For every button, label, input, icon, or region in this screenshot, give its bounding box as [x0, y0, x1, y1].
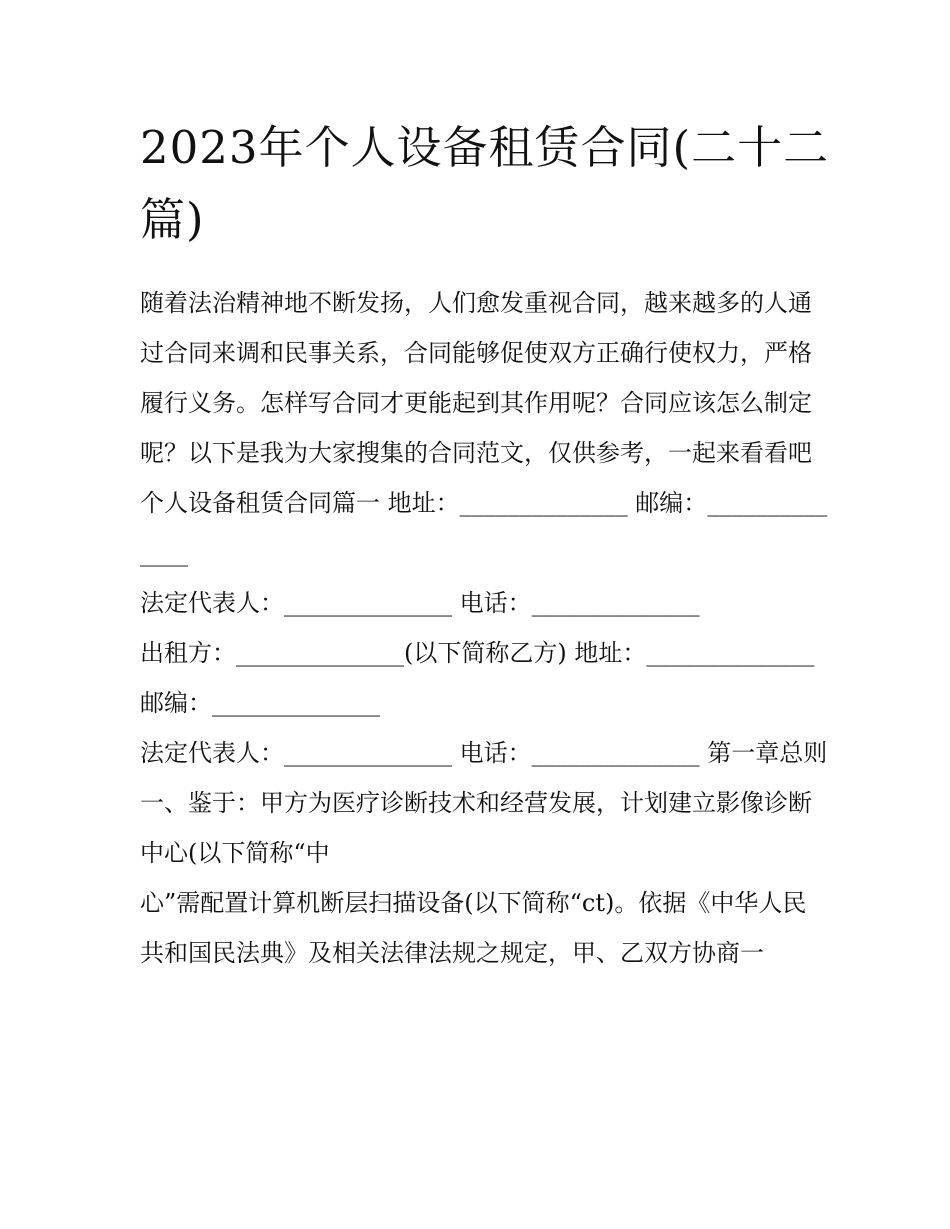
legal-representative-line: 法定代表人：______________ 电话：______________ — [140, 589, 700, 617]
legal-representative-line-2: 法定代表人：______________ 电话：______________ 第一章总则 — [140, 739, 828, 767]
document-page — [140, 112, 830, 978]
clause-one-paragraph: 一、鉴于：甲方为医疗诊断技术和经营发展，计划建立影像诊断中心(以下简称“中 — [140, 789, 812, 867]
document-title: 2023年个人设备租赁合同(二十二篇) — [140, 121, 830, 246]
contract-address-line: 个人设备租赁合同篇一 地址：______________ 邮编：______________ — [140, 489, 828, 567]
intro-paragraph: 随着法治精神地不断发扬，人们愈发重视合同，越来越多的人通过合同来调和民事关系，合同能够促使双方正确行使权力，严格履行义务。怎样写合同才更能起到其作用呢？合同应该怎么制定呢？以下是我为大家搜集的合同范文，仅供参考，一起来看看吧 — [140, 289, 812, 467]
lessor-line: 出租方：______________(以下简称乙方) 地址：______________ 邮编：______________ — [140, 639, 815, 717]
clause-one-continued: 心”需配置计算机断层扫描设备(以下简称“ct)。依据《中华人民共和国民法典》及相关法律法规之规定，甲、乙双方协商一 — [140, 889, 807, 967]
